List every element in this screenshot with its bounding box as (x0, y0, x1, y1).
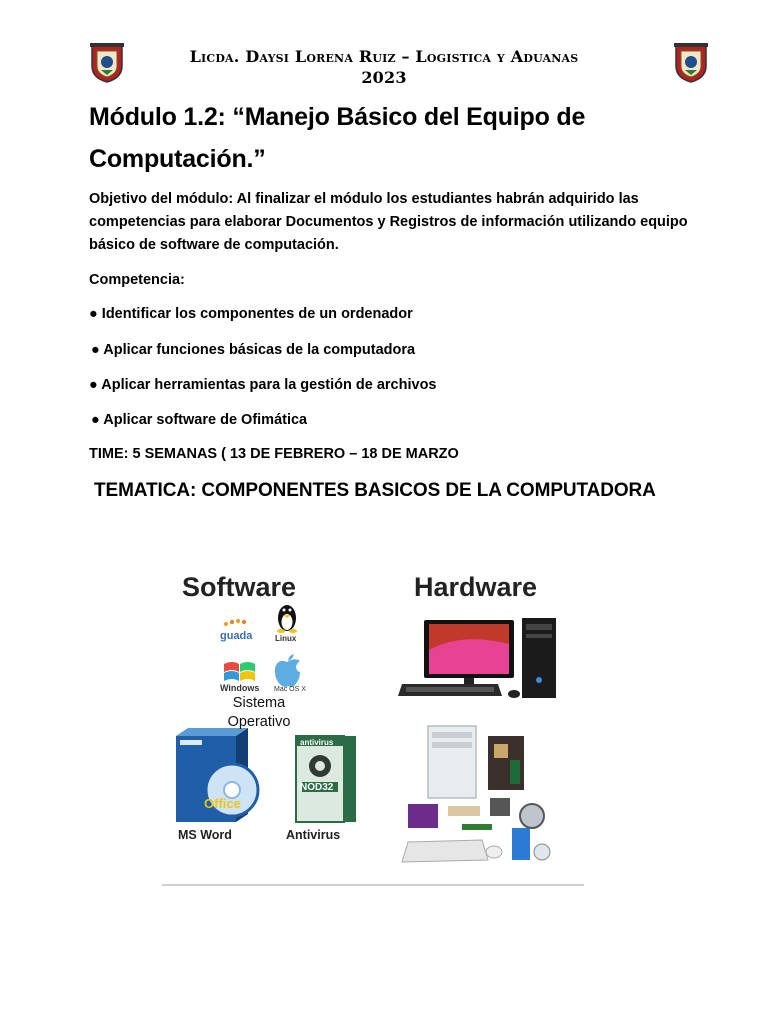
antivirus-caption: Antivirus (286, 828, 341, 842)
macos-label: Mac OS X (274, 686, 306, 693)
keyboard-and-mouse (398, 684, 520, 698)
apple-logo (275, 654, 300, 687)
linux-label: Linux (275, 634, 297, 643)
time-schedule: TIME: 5 SEMANAS ( 13 DE FEBRERO – 18 DE MARZO (89, 446, 459, 462)
header-author-line: Licda. Daysi Lorena Ruiz – Logistica y Aduanas (189, 47, 579, 66)
software-title: Software (182, 572, 297, 602)
software-hardware-illustration (162, 560, 584, 886)
module-objective: Objetivo del módulo: Al finalizar el módulo los estudiantes habrán adquirido las competencias para elaborar Documentos y Registros de información utilizando equipo básico de software de computación. (89, 191, 688, 253)
hardware-title: Hardware (414, 572, 538, 602)
module-title: Módulo 1.2: “Manejo Básico del Equipo de Computación.” (89, 103, 586, 173)
tematica-heading: TEMATICA: COMPONENTES BASICOS DE LA COMPUTADORA (94, 480, 656, 501)
competency-bullet: ● Identificar los componentes de un ordenador (89, 306, 413, 322)
page-header (0, 46, 768, 88)
nod32-label: NOD32 (300, 782, 334, 793)
windows-label: Windows (220, 683, 260, 693)
desktop-monitor (424, 620, 514, 690)
header-year: 2023 (361, 68, 407, 87)
ms-word-caption: MS Word (178, 828, 232, 842)
sistema-operativo-label: Sistema Operativo (227, 695, 291, 730)
linux-tux-icon (277, 605, 297, 633)
guada-logo (224, 619, 246, 626)
hardware-components-collage (402, 726, 550, 862)
windows-logo (224, 662, 255, 681)
nod32-antivirus-box (296, 736, 356, 822)
pc-tower (522, 618, 556, 698)
competency-bullet: ● Aplicar funciones básicas de la computadora (91, 342, 416, 358)
competency-bullet: ● Aplicar herramientas para la gestión de archivos (89, 377, 437, 393)
guada-label: guada (220, 630, 253, 642)
competencia-label: Competencia: (89, 272, 185, 288)
office-box-label: Office (204, 796, 241, 811)
competency-bullet: ● Aplicar software de Ofimática (91, 412, 308, 428)
antivirus-box-label: antivirus (300, 738, 334, 747)
